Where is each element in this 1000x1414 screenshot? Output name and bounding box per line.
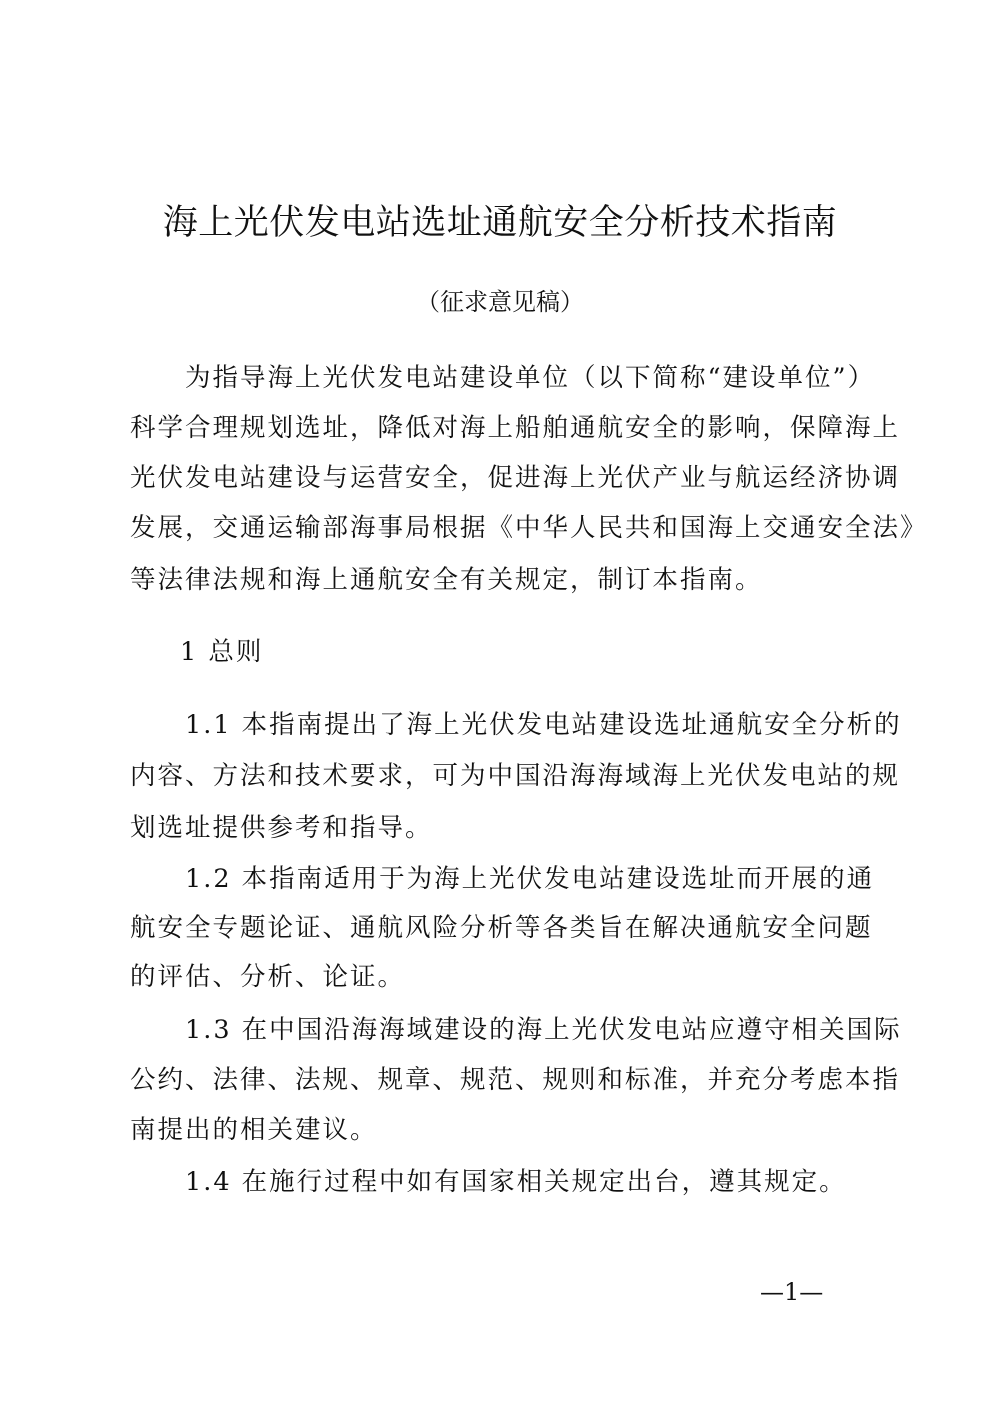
preamble-line: 等法律法规和海上通航安全有关规定，制订本指南。	[130, 565, 763, 595]
document-subtitle: （征求意见稿）	[416, 288, 584, 316]
clause-line: 1.3 在中国沿海海域建设的海上光伏发电站应遵守相关国际	[185, 1015, 902, 1045]
preamble-line: 为指导海上光伏发电站建设单位（以下简称“建设单位”）	[185, 363, 876, 393]
clause-line: 公约、法律、法规、规章、规范、规则和标准，并充分考虑本指	[130, 1065, 901, 1095]
clause-line: 的评估、分析、论证。	[130, 962, 406, 992]
clause-line: 划选址提供参考和指导。	[130, 813, 433, 843]
section-heading: 1 总则	[180, 637, 264, 667]
clause-line: 航安全专题论证、通航风险分析等各类旨在解决通航安全问题	[130, 913, 873, 943]
clause-line: 1.1 本指南提出了海上光伏发电站建设选址通航安全分析的	[185, 710, 902, 740]
clause-line: 内容、方法和技术要求，可为中国沿海海域海上光伏发电站的规	[130, 761, 901, 791]
clause-line: 南提出的相关建议。	[130, 1115, 378, 1145]
preamble-line: 发展，交通运输部海事局根据《中华人民共和国海上交通安全法》	[130, 513, 928, 543]
preamble-line: 科学合理规划选址，降低对海上船舶通航安全的影响，保障海上	[130, 413, 901, 443]
preamble-line: 光伏发电站建设与运营安全，促进海上光伏产业与航运经济协调	[130, 463, 901, 493]
document-title: 海上光伏发电站选址通航安全分析技术指南	[162, 203, 838, 243]
page-number: —1—	[760, 1278, 824, 1306]
clause-line: 1.2 本指南适用于为海上光伏发电站建设选址而开展的通	[185, 864, 875, 894]
clause-line: 1.4 在施行过程中如有国家相关规定出台，遵其规定。	[185, 1167, 847, 1197]
